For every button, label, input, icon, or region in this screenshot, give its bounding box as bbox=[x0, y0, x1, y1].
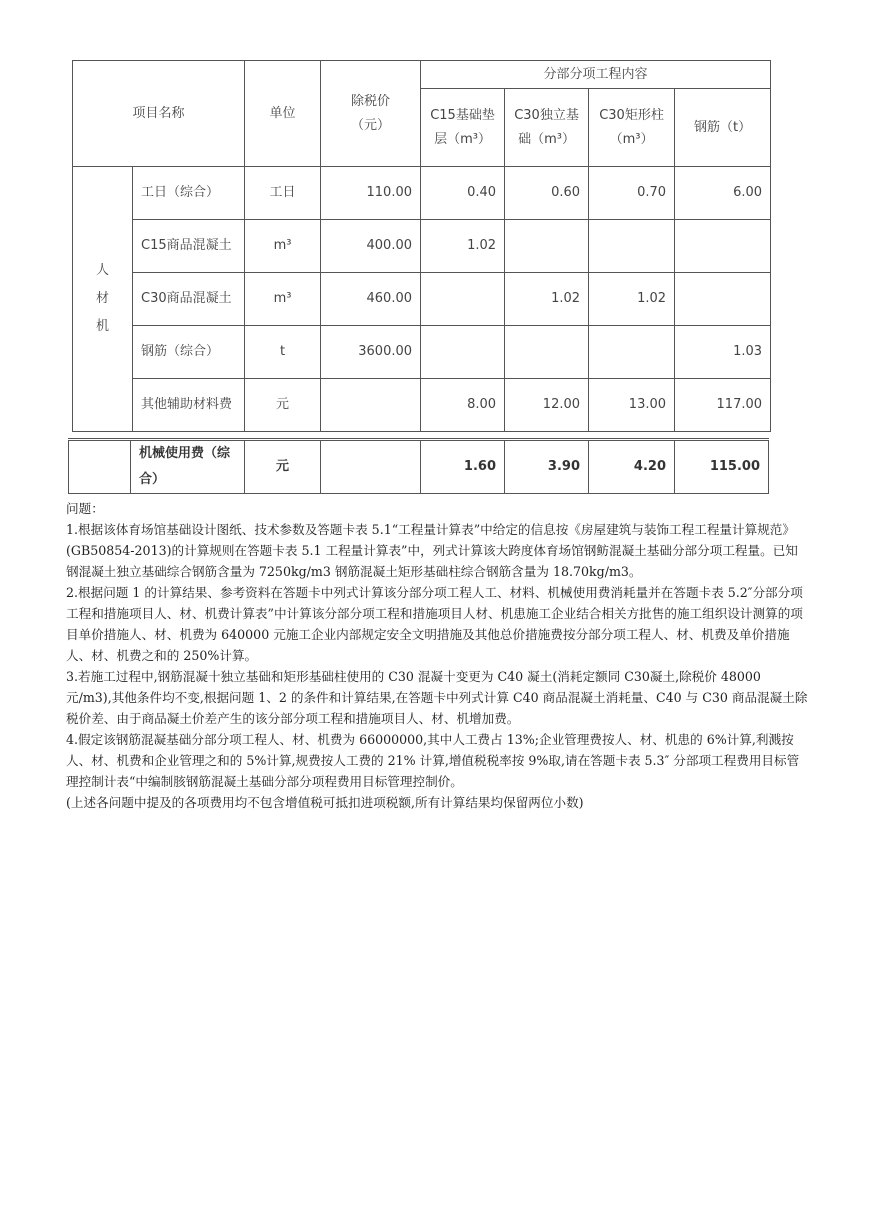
row-c30-foundation bbox=[505, 220, 589, 273]
row-c30-column bbox=[589, 220, 675, 273]
header-unit: 单位 bbox=[245, 61, 321, 167]
row-c15 bbox=[421, 273, 505, 326]
row-unit: 工日 bbox=[245, 167, 321, 220]
header-c30-column: C30矩形柱（m³） bbox=[589, 89, 675, 167]
row-price bbox=[321, 379, 421, 432]
header-price: 除税价（元） bbox=[321, 61, 421, 167]
row-unit: t bbox=[245, 326, 321, 379]
row-c30-column: 1.02 bbox=[589, 273, 675, 326]
header-rebar: 钢筋（t） bbox=[675, 89, 771, 167]
resource-table bbox=[72, 60, 771, 432]
row-unit: 元 bbox=[245, 379, 321, 432]
row-rebar bbox=[675, 273, 771, 326]
machine-row-blank bbox=[69, 440, 131, 494]
row-name: 工日（综合） bbox=[133, 167, 245, 220]
row-c15 bbox=[421, 326, 505, 379]
question-3: 3.若施工过程中,钢筋混凝十独立基础和矩形基础柱使用的 C30 混凝十变更为 C40 凝土(消耗定额同 C30凝土,除税价 48000 元/m3),其他条件均不变,根据问题 1、2 的条件和计算结果,在答题卡中列式计算 C40 商品混凝土消耗量、C40 与 C30 商品混凝土除税价差、由于商品凝土价差产生的该分部分项工程和措施项目人、材、机增加费。 bbox=[66, 669, 808, 726]
header-c30-foundation: C30独立基础（m³） bbox=[505, 89, 589, 167]
questions-title: 问题： bbox=[66, 501, 104, 516]
row-c30-column: 0.70 bbox=[589, 167, 675, 220]
row-rebar: 1.03 bbox=[675, 326, 771, 379]
question-1: 1.根据该体育场馆基础设计图纸、技术参数及答题卡表 5.1“工程量计算表”中给定的信息按《房屋建筑与装饰工程工程量计算规范》(GB50854-2013)的计算规则在答题卡表 5.1 工程量计算表”中，列式计算该大跨度体育场馆钢鲂混凝土基础分部分项工程量。已知钢混凝土独立基础综合钢筋含量为 7250kg/m3 钢筋混凝土矩形基础柱综合钢筋含量为 18.70kg/m3。 bbox=[66, 522, 798, 579]
row-price: 460.00 bbox=[321, 273, 421, 326]
row-name: 其他辅助材料费 bbox=[133, 379, 245, 432]
row-c30-foundation: 0.60 bbox=[505, 167, 589, 220]
question-2: 2.根据问题 1 的计算结果、参考资料在答题卡中列式计算该分部分项工程人工、材料、机械使用费消耗量并在答题卡表 5.2″分部分项工程和措施项目人、材、机费计算表”中计算该分部分项工程和措施项目人材、机患施工企业结合相关方批售的施工组织设计测算的项目单价措施人、材、机费为 640000 元施工企业内部规定安全文明措施及其他总价措施费按分部分项工程人、材、机费及单价措施人、材、机费之和的 250%计算。 bbox=[66, 585, 803, 663]
row-c30-foundation: 12.00 bbox=[505, 379, 589, 432]
row-price: 110.00 bbox=[321, 167, 421, 220]
machine-row-c30-column: 4.20 bbox=[589, 440, 675, 494]
side-label: 人材机 bbox=[73, 167, 133, 432]
row-c15: 1.02 bbox=[421, 220, 505, 273]
questions-section bbox=[66, 498, 808, 813]
row-unit: m³ bbox=[245, 220, 321, 273]
header-group: 分部分项工程内容 bbox=[421, 61, 771, 89]
row-price: 3600.00 bbox=[321, 326, 421, 379]
row-c30-column: 13.00 bbox=[589, 379, 675, 432]
row-unit: m³ bbox=[245, 273, 321, 326]
machine-row-unit: 元 bbox=[245, 440, 321, 494]
row-c15: 0.40 bbox=[421, 167, 505, 220]
row-price: 400.00 bbox=[321, 220, 421, 273]
row-c30-foundation: 1.02 bbox=[505, 273, 589, 326]
row-rebar bbox=[675, 220, 771, 273]
row-rebar: 117.00 bbox=[675, 379, 771, 432]
row-name: C30商品混凝土 bbox=[133, 273, 245, 326]
row-name: C15商品混凝土 bbox=[133, 220, 245, 273]
machine-row-name: 机械使用费（综合） bbox=[131, 440, 245, 494]
row-name: 钢筋（综合） bbox=[133, 326, 245, 379]
row-c15: 8.00 bbox=[421, 379, 505, 432]
machine-row-c30-foundation: 3.90 bbox=[505, 440, 589, 494]
questions-note: (上述各问题中提及的各项费用均不包含增值税可抵扣进项税额,所有计算结果均保留两位小数) bbox=[66, 795, 584, 810]
row-c30-foundation bbox=[505, 326, 589, 379]
header-item-name: 项目名称 bbox=[73, 61, 245, 167]
machine-row-c15: 1.60 bbox=[421, 440, 505, 494]
header-c15: C15基础垫层（m³） bbox=[421, 89, 505, 167]
row-c30-column bbox=[589, 326, 675, 379]
question-4: 4.假定该钢筋混凝基础分部分项工程人、材、机费为 66000000,其中人工费占 13%;企业管理费按人、材、机患的 6%计算,利溅按人、材、机费和企业管理之和的 5%计算,规费按人工费的 21% 计算,增值税税率按 9%取,请在答题卡表 5.3″ 分部项工程费用目标管理控制计表“中编制胲钢筋混凝土基础分部分项程费用目标管理控制价。 bbox=[66, 732, 800, 789]
machine-row-rebar: 115.00 bbox=[675, 440, 769, 494]
row-rebar: 6.00 bbox=[675, 167, 771, 220]
machine-row-price bbox=[321, 440, 421, 494]
machine-table bbox=[68, 438, 769, 494]
